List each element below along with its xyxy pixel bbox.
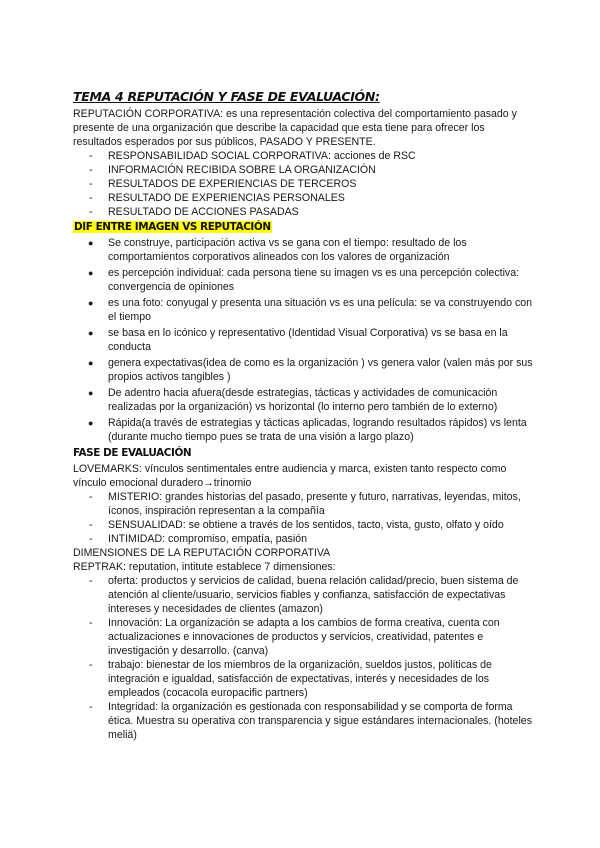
- highlighted-heading: DIF ENTRE IMAGEN VS REPUTACIÓN: [74, 221, 271, 233]
- list-item: ● es una foto: conyugal y presenta una situación vs es una película: se va construyendo con el tiempo: [88, 297, 533, 323]
- dimensiones-line: DIMENSIONES DE LA REPUTACIÓN CORPORATIVA: [73, 547, 331, 559]
- document-content: [73, 88, 533, 742]
- dif-list: [73, 236, 533, 444]
- list-item: ● es percepción individual: cada persona tiene su imagen vs es una percepción colectiva: convergencia de opiniones: [88, 267, 520, 293]
- list-item: - RESULTADO DE ACCIONES PASADAS: [89, 206, 299, 218]
- list-item: - oferta: productos y servicios de calidad, buena relación calidad/precio, buen sistema de atención al cliente/usuario, servicios fiables y confianza, satisfacción de expectativas intereses y necesidades de clientes (amazon): [89, 575, 519, 615]
- list-item: - SENSUALIDAD: se obtiene a través de los sentidos, tacto, vista, gusto, olfato y oído: [89, 519, 504, 531]
- intro-paragraph: REPUTACIÓN CORPORATIVA: es una representación colectiva del comportamiento pasado y presente de una organización que describe la capacidad que esta tiene para ofrecer los resultados esperados por sus públicos, PASADO Y PRESENTE.: [73, 108, 517, 148]
- list-item: - RESULTADO DE EXPERIENCIAS PERSONALES: [89, 192, 345, 204]
- page-title: TEMA 4 REPUTACIÓN Y FASE DE EVALUACIÓN:: [73, 89, 380, 104]
- reputation-list: [73, 149, 533, 219]
- list-item: - RESULTADOS DE EXPERIENCIAS DE TERCEROS: [89, 178, 357, 190]
- list-item: ● De adentro hacia afuera(desde estrategias, tácticas y actividades de comunicación realizadas por la organización) vs horizontal (lo interno pero también de lo externo): [88, 387, 498, 413]
- fase-heading: FASE DE EVALUACIÓN: [73, 447, 192, 459]
- reptrak-line: REPTRAK: reputation, intitute establece 7 dimensiones:: [73, 561, 336, 573]
- list-item: ● se basa en lo icónico y representativo (Identidad Visual Corporativa) vs se basa en la conducta: [88, 327, 508, 353]
- list-item: ● Se construye, participación activa vs se gana con el tiempo: resultado de los comportamientos corporativos alineados con los valores de organización: [88, 237, 467, 263]
- lovemarks-paragraph: LOVEMARKS: vínculos sentimentales entre audiencia y marca, existen tanto respecto como vínculo emocional duradero→trinomio: [73, 463, 507, 489]
- list-item: - INTIMIDAD: compromiso, empatía, pasión: [89, 533, 307, 545]
- lovemarks-list: [73, 490, 533, 546]
- list-item: - Innovación: La organización se adapta a los cambios de forma creativa, cuenta con actualizaciones e innovaciones de productos y servicios, creatividad, patentes e investigación y desarrollo. (canva): [89, 617, 500, 657]
- list-item: - Integridad: la organización es gestionada con responsabilidad y se comporta de forma ética. Muestra su operativa con transparencia y sigue estándares internacionales. (hoteles meliä): [89, 701, 532, 741]
- list-item: ● genera expectativas(idea de como es la organización ) vs genera valor (valen más por sus propios activos tangibles ): [88, 357, 533, 383]
- dif-heading: [73, 220, 533, 235]
- list-item: - trabajo: bienestar de los miembros de la organización, sueldos justos, políticas de integración e igualdad, satisfacción de expectativas, interés y necesidades de los empleados (cocacola europacific partners): [89, 659, 492, 699]
- list-item: - RESPONSABILIDAD SOCIAL CORPORATIVA: acciones de RSC: [89, 150, 416, 162]
- reptrak-list: [73, 574, 533, 742]
- list-item: - MISTERIO: grandes historias del pasado, presente y futuro, narrativas, leyendas, mitos, íconos, inspiración representan a la compañía: [89, 491, 521, 517]
- list-item: ● Rápida(a través de estrategias y tácticas aplicadas, logrando resultados rápidos) vs lenta (durante mucho tiempo pues se trata de una visión a largo plazo): [88, 417, 527, 443]
- list-item: - INFORMACIÓN RECIBIDA SOBRE LA ORGANIZACIÓN: [89, 164, 376, 176]
